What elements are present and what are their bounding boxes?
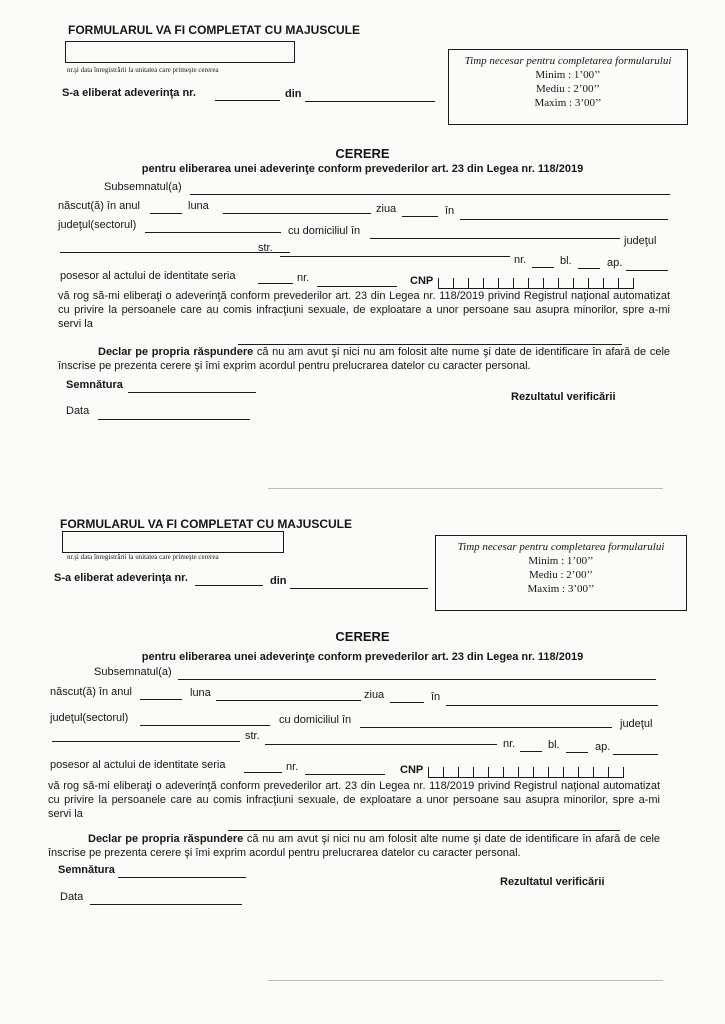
data-label: Data [60,891,84,903]
registration-box[interactable] [62,531,284,553]
time-box-title: Timp necesar pentru completarea formularului [457,541,665,553]
form-header: FORMULARUL VA FI COMPLETAT CU MAJUSCULE [60,517,352,531]
birth-year-field[interactable] [150,213,182,214]
id-number-field[interactable] [305,774,385,775]
nascut-label: născut(ă) în anul [58,200,140,212]
block-field[interactable] [578,268,600,269]
declaration-bold: Declar pe propria răspundere [98,346,254,358]
issued-label: S-a eliberat adeverinţa nr. [54,572,188,584]
declaration-bold: Declar pe propria răspundere [88,833,244,845]
cnp-label: CNP [410,275,434,287]
signature-field[interactable] [128,392,256,393]
form-header: FORMULARUL VA FI COMPLETAT CU MAJUSCULE [68,23,360,37]
issued-date-field[interactable] [305,101,435,102]
subsemnatul-label: Subsemnatul(a) [104,181,182,193]
semnatura-label: Semnătura [58,864,115,876]
birth-day-field[interactable] [390,702,424,703]
issued-date-field[interactable] [290,588,428,589]
id-series-field[interactable] [258,283,293,284]
judetul-label: judeţul [620,718,653,730]
apartment-field[interactable] [613,754,658,755]
time-min: Minim : 1’00’’ [528,555,594,567]
domicile-county-field[interactable] [52,741,240,742]
cu-domiciliul-label: cu domiciliul în [288,225,361,237]
birth-place-field[interactable] [460,219,668,220]
apartment-field[interactable] [626,270,668,271]
id-series-field[interactable] [244,772,282,773]
cnp-field[interactable] [438,278,634,289]
nr-label: nr. [503,738,516,750]
birth-month-field[interactable] [216,700,361,701]
cnp-field[interactable] [428,767,624,778]
time-max: Maxim : 3’00’’ [527,583,595,595]
bl-label: bl. [548,739,560,751]
cu-domiciliul-label: cu domiciliul în [279,714,352,726]
judetul-label: judeţul [624,235,657,247]
id-nr-label: nr. [297,272,310,284]
form-subtitle: pentru eliberarea unei adeverinţe conform prevederilor art. 23 din Legea nr. 118/2019 [141,163,584,175]
issued-number-field[interactable] [215,100,280,101]
nascut-label: născut(ă) în anul [50,686,132,698]
declaration-text: că nu am avut şi nici nu am folosit alte nume şi date de identificare în afară de cele înscrise pe prezenta cerere şi îmi exprim acordul pentru prelucrarea datelor cu caracter personal. [58,346,671,372]
nr-label: nr. [514,254,527,266]
ziua-label: ziua [376,203,397,215]
registration-note: nr.şi data înregistrării la unitatea care primeşte cererea [67,553,219,561]
issued-label: S-a eliberat adeverinţa nr. [62,87,196,99]
id-nr-label: nr. [286,761,299,773]
form-2 [0,508,725,1013]
block-field[interactable] [566,752,588,753]
rezultat-label: Rezultatul verificării [500,876,605,888]
declaration-text: că nu am avut şi nici nu am folosit alte nume şi date de identificare în afară de cele înscrise pe prezenta cerere şi îmi exprim acordul pentru prelucrarea datelor cu caracter personal. [48,833,661,859]
domicile-field[interactable] [370,238,620,239]
posesor-label: posesor al actului de identitate seria [50,759,226,771]
domicile-county-field[interactable] [60,252,290,253]
subsemnatul-field[interactable] [190,194,670,195]
issued-from-label: din [285,88,302,100]
time-box [448,49,688,125]
subsemnatul-field[interactable] [178,679,656,680]
form-1 [0,0,725,505]
time-box [435,535,687,611]
data-label: Data [66,405,90,417]
time-max: Maxim : 3’00’’ [534,97,602,109]
issued-from-label: din [270,575,287,587]
rezultat-label: Rezultatul verificării [511,391,616,403]
form-title: CERERE [335,629,390,644]
str-label: str. [258,242,273,254]
street-field[interactable] [280,256,510,257]
declaration [48,832,660,860]
birth-month-field[interactable] [223,213,371,214]
purpose-field[interactable] [228,830,620,831]
str-label: str. [245,730,260,742]
domicile-field[interactable] [360,727,612,728]
in-label: în [431,691,441,703]
street-number-field[interactable] [532,267,554,268]
semnatura-label: Semnătura [66,379,123,391]
judetul-sector-label: judeţul(sectorul) [58,219,137,231]
date-field[interactable] [90,904,242,905]
time-box-title: Timp necesar pentru completarea formularului [464,55,672,67]
birth-day-field[interactable] [402,216,438,217]
street-number-field[interactable] [520,751,542,752]
luna-label: luna [190,687,211,699]
time-mid: Mediu : 2’00’’ [529,569,593,581]
birth-year-field[interactable] [140,699,182,700]
ziua-label: ziua [364,689,385,701]
judetul-sector-label: judeţul(sectorul) [50,712,129,724]
birth-county-field[interactable] [140,725,270,726]
registration-note: nr.şi data înregistrării la unitatea care primeşte cererea [67,66,219,74]
date-field[interactable] [98,419,250,420]
time-mid: Mediu : 2’00’’ [536,83,600,95]
separator [268,980,663,981]
time-min: Minim : 1’00’’ [535,69,601,81]
declaration [58,345,670,373]
ap-label: ap. [607,257,623,269]
form-title: CERERE [335,146,390,161]
request-text: vă rog să-mi eliberaţi o adeverinţă conform prevederilor art. 23 din Legea nr. 118/2019 privind Registrul naţional automatizat cu privire la persoanele care au comis infracţiuni sexuale, de exploatare a unor persoane sau asupra minorilor, spre a-mi servi la [48,780,660,820]
issued-number-field[interactable] [195,585,263,586]
street-field[interactable] [265,744,497,745]
birth-county-field[interactable] [145,232,281,233]
id-number-field[interactable] [317,286,397,287]
registration-box[interactable] [65,41,295,63]
subsemnatul-label: Subsemnatul(a) [94,666,172,678]
cnp-label: CNP [400,764,424,776]
birth-place-field[interactable] [446,705,658,706]
in-label: în [445,205,455,217]
separator [268,488,663,489]
luna-label: luna [188,200,209,212]
ap-label: ap. [595,741,611,753]
request-text: vă rog să-mi eliberaţi o adeverinţă conform prevederilor art. 23 din Legea nr. 118/2019 privind Registrul naţional automatizat cu privire la persoanele care au comis infracţiuni sexuale, de exploatare a unor persoane sau asupra minorilor, spre a-mi servi la [58,290,670,330]
signature-field[interactable] [118,877,246,878]
bl-label: bl. [560,255,572,267]
posesor-label: posesor al actului de identitate seria [60,270,236,282]
form-subtitle: pentru eliberarea unei adeverinţe conform prevederilor art. 23 din Legea nr. 118/2019 [141,651,584,663]
